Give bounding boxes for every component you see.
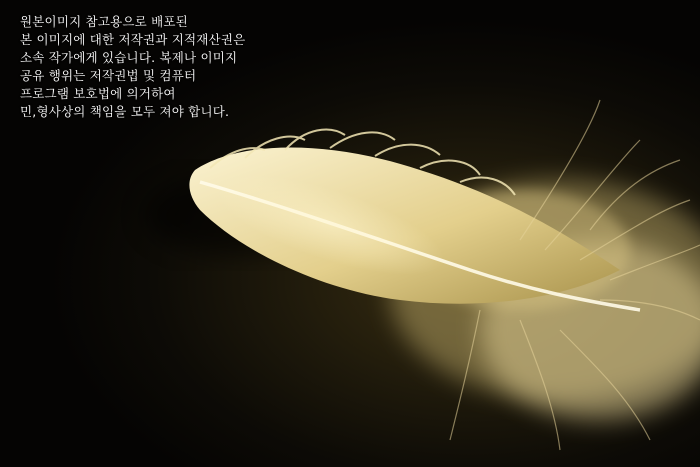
copyright-notice-line: 소속 작가에게 있습니다. 복제나 이미지 bbox=[20, 50, 238, 65]
copyright-notice-line: 공유 행위는 저작권법 및 컴퓨터 bbox=[20, 68, 197, 83]
copyright-notice-line: 민,형사상의 책임을 모두 져야 합니다. bbox=[20, 104, 230, 119]
copyright-notice-line: 프로그램 보호법에 의거하여 bbox=[20, 86, 176, 101]
copyright-notice-line: 원본이미지 참고용으로 배포된 bbox=[20, 14, 188, 29]
copyright-notice bbox=[20, 13, 245, 121]
copyright-notice-line: 본 이미지에 대한 저작권과 지적재산권은 bbox=[20, 32, 246, 47]
